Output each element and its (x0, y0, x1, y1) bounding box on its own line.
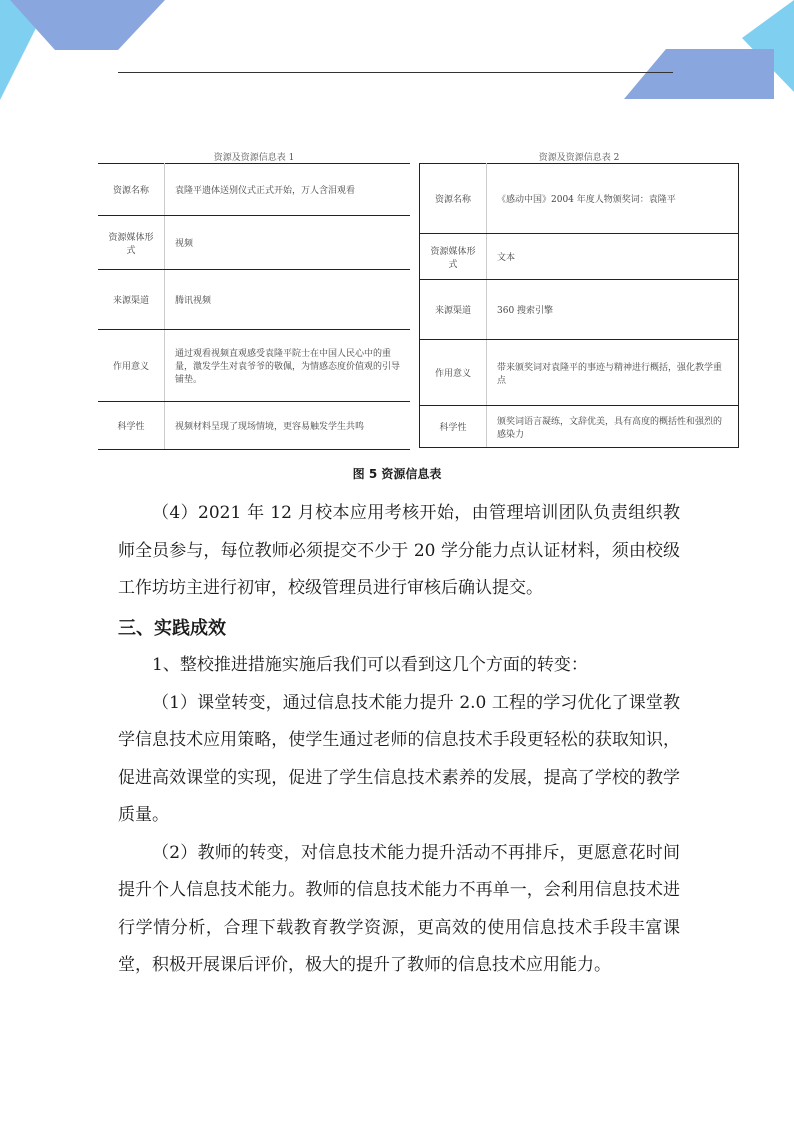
row-value: 腾讯视频 (165, 270, 411, 330)
table-row (98, 330, 410, 402)
row-label: 资源名称 (420, 164, 487, 234)
table1-title: 资源及资源信息表 1 (213, 153, 295, 163)
row-value: 360 搜索引擎 (487, 280, 739, 340)
table-row (98, 164, 410, 216)
row-value: 袁隆平遗体送别仪式正式开始，万人含泪观看 (165, 164, 411, 216)
resource-info-table-2 (419, 163, 739, 448)
header-rule (118, 72, 673, 73)
row-label: 来源渠道 (98, 270, 165, 330)
resource-info-table-1 (98, 163, 410, 450)
row-label: 作用意义 (98, 330, 165, 402)
top-left-corner-decoration (0, 0, 170, 100)
row-value: 通过观看视频直观感受袁隆平院士在中国人民心中的重量，激发学生对袁爷爷的敬佩，为情感态度价值观的引导铺垫。 (165, 330, 411, 402)
row-value: 《感动中国》2004 年度人物颁奖词：袁隆平 (487, 164, 739, 234)
row-label: 科学性 (98, 402, 165, 450)
paragraph: （2）教师的转变，对信息技术能力提升活动不再排斥，更愿意花时间提升个人信息技术能力。教师的信息技术能力不再单一，会利用信息技术进行学情分析，合理下载教育教学资源，更高效的使用信息技术手段丰富课堂，积极开展课后评价，极大的提升了教师的信息技术应用能力。 (118, 842, 680, 975)
row-label: 资源名称 (98, 164, 165, 216)
section-heading: 三、实践成效 (118, 617, 226, 639)
table-row (98, 216, 410, 270)
paragraph: 1、整校推进措施实施后我们可以看到这几个方面的转变： (152, 655, 588, 675)
table-row (420, 164, 739, 234)
row-label: 资源媒体形式 (98, 216, 165, 270)
row-value: 颁奖词语言凝练，文辞优美，具有高度的概括性和强烈的感染力 (487, 406, 739, 448)
table-row (420, 234, 739, 280)
table2-title: 资源及资源信息表 2 (538, 153, 620, 163)
table-row (420, 340, 739, 406)
paragraph: （1）课堂转变，通过信息技术能力提升 2.0 工程的学习优化了课堂教学信息技术应用策略，使学生通过老师的信息技术手段更轻松的获取知识，促进高效课堂的实现，促进了学生信息技术素养的发展，提高了学校的教学质量。 (118, 692, 680, 825)
row-label: 科学性 (420, 406, 487, 448)
paragraph: （4）2021 年 12 月校本应用考核开始，由管理培训团队负责组织教师全员参与，每位教师必须提交不少于 20 学分能力点认证材料，须由校级工作坊坊主进行初审，校级管理员进行审核后确认提交。 (118, 503, 680, 598)
top-right-corner-decoration (624, 0, 794, 100)
row-label: 来源渠道 (420, 280, 487, 340)
figure-caption: 图 5 资源信息表 (352, 467, 442, 481)
row-value: 视频材料呈现了现场情境，更容易触发学生共鸣 (165, 402, 411, 450)
row-value: 视频 (165, 216, 411, 270)
row-label: 资源媒体形式 (420, 234, 487, 280)
row-value: 带来颁奖词对袁隆平的事迹与精神进行概括，强化教学重点 (487, 340, 739, 406)
table-row (420, 280, 739, 340)
row-value: 文本 (487, 234, 739, 280)
table-row (98, 270, 410, 330)
table-row (98, 402, 410, 450)
body-text (118, 495, 680, 985)
table-row (420, 406, 739, 448)
row-label: 作用意义 (420, 340, 487, 406)
